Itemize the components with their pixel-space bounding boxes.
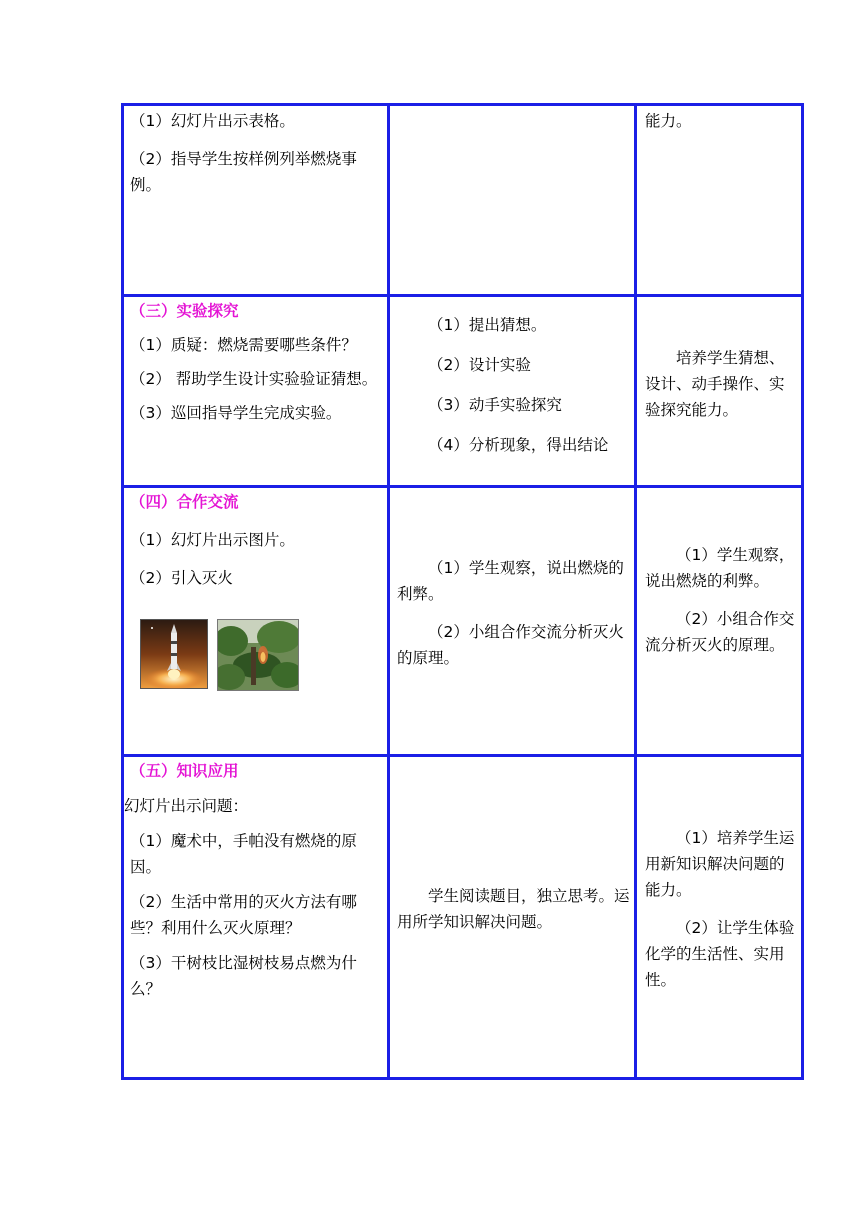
cell-line: 幻灯片出示问题：	[124, 797, 249, 815]
cell-line: （1）质疑：燃烧需要哪些条件？	[130, 336, 357, 354]
cell-line: （4）分析现象，得出结论	[428, 436, 609, 454]
section-heading: （三）实验探究	[130, 302, 239, 320]
cell-line: （3）干树枝比湿树枝易点燃为什么？	[130, 954, 357, 998]
table-cell	[645, 825, 799, 1005]
cell-line: （1）提出猜想。	[428, 316, 547, 334]
table-cell	[397, 883, 632, 947]
section-heading: （五）知识应用	[130, 762, 239, 780]
cell-line: （2）指导学生按样例列举燃烧事例。	[130, 150, 357, 194]
cell-line: （2）让学生体验化学的生活性、实用性。	[645, 919, 795, 989]
table-border	[121, 754, 804, 757]
cell-line: （2）小组合作交流分析灭火的原理。	[645, 610, 795, 654]
table-border	[121, 103, 804, 106]
cell-line: （1）培养学生运用新知识解决问题的能力。	[645, 829, 795, 899]
table-cell	[645, 108, 797, 146]
forest-fire-picture	[217, 619, 299, 691]
cell-line: （2）小组合作交流分析灭火的原理。	[397, 623, 624, 667]
table-cell	[130, 489, 382, 603]
cell-line: （1）魔术中，手帕没有燃烧的原因。	[130, 832, 357, 876]
table-cell	[124, 758, 382, 1014]
cell-line: （3）巡回指导学生完成实验。	[130, 404, 342, 422]
table-cell	[130, 298, 382, 438]
table-border	[801, 103, 804, 1080]
table-border	[121, 103, 124, 1080]
cell-line: （2）生活中常用的灭火方法有哪些？利用什么灭火原理？	[130, 893, 357, 937]
cell-line: 学生阅读题目，独立思考。运用所学知识解决问题。	[397, 887, 630, 931]
table-border	[634, 103, 637, 1080]
table-border	[387, 103, 390, 1080]
table-cell	[645, 542, 799, 670]
cell-line: （1）学生观察，说出燃烧的利弊。	[645, 546, 795, 590]
section-heading: （四）合作交流	[130, 493, 239, 511]
cell-line: （2）引入灭火	[130, 569, 233, 587]
table-border	[121, 485, 804, 488]
cell-line: （1）学生观察，说出燃烧的利弊。	[397, 559, 624, 603]
table-cell	[397, 312, 632, 470]
cell-line: （2）设计实验	[428, 356, 531, 374]
table-border	[121, 1077, 804, 1080]
table-cell	[130, 108, 382, 210]
cell-line: （3）动手实验探究	[428, 396, 562, 414]
cell-line: 培养学生猜想、设计、动手操作、实验探究能力。	[645, 349, 785, 419]
cell-line: （1）幻灯片出示图片。	[130, 531, 295, 549]
table-border	[121, 294, 804, 297]
table-cell	[397, 555, 632, 683]
rocket-launch-picture	[140, 619, 208, 689]
cell-line: （2） 帮助学生设计实验验证猜想。	[130, 370, 378, 388]
cell-line: 能力。	[645, 112, 692, 130]
cell-line: （1）幻灯片出示表格。	[130, 112, 295, 130]
table-cell	[645, 345, 799, 435]
